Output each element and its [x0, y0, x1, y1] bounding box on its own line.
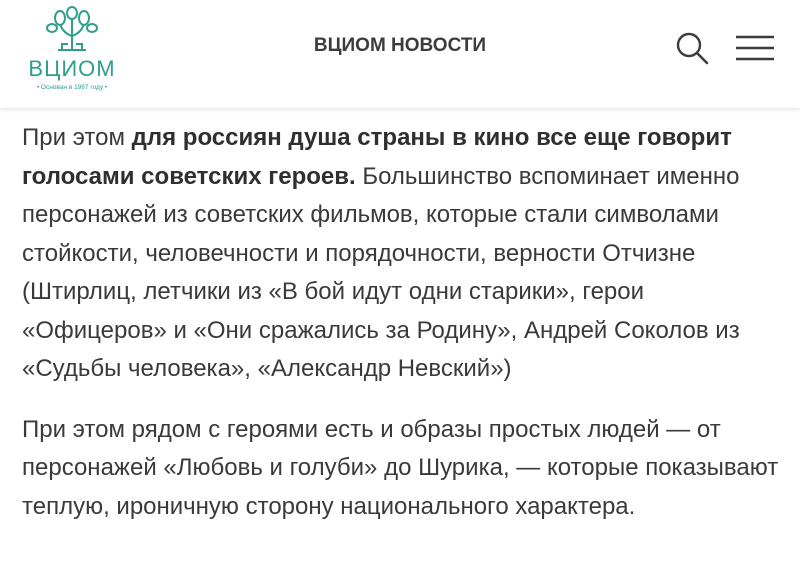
paragraph-1-lead: При этом — [22, 124, 132, 151]
article-paragraph-1 — [22, 119, 784, 389]
tree-logo-icon — [18, 6, 126, 58]
search-icon[interactable] — [674, 30, 712, 66]
logo-tagline: • Основан в 1987 году • — [36, 84, 108, 91]
article-paragraph-2: При этом рядом с героями есть и образы простых людей — от персонажей «Любовь и голуби» до Шурика, — которые показывают теплую, ироничную сторону национального характера. — [22, 415, 779, 520]
hamburger-menu-icon[interactable] — [734, 33, 776, 63]
paragraph-1-rest: Большинство вспоминает именно персонажей из советских фильмов, которые стали символами стойкости, человечности и порядочности, верности Отчизне (Штирлиц, летчики из «В бой идут одни старики», герои «Офицеров» и «Они сражались за Родину», Андрей Соколов из «Судьбы человека», «Александр Невский») — [22, 162, 740, 382]
site-header — [0, 0, 800, 108]
vciom-logo[interactable] — [18, 6, 126, 98]
logo-wordmark: ВЦИОМ — [28, 56, 116, 81]
page-title[interactable]: ВЦИОМ НОВОСТИ — [313, 35, 487, 56]
paragraph-1-highlight: для россиян душа страны в кино все еще говорит голосами советских героев. — [22, 124, 732, 190]
article-body — [22, 119, 784, 526]
